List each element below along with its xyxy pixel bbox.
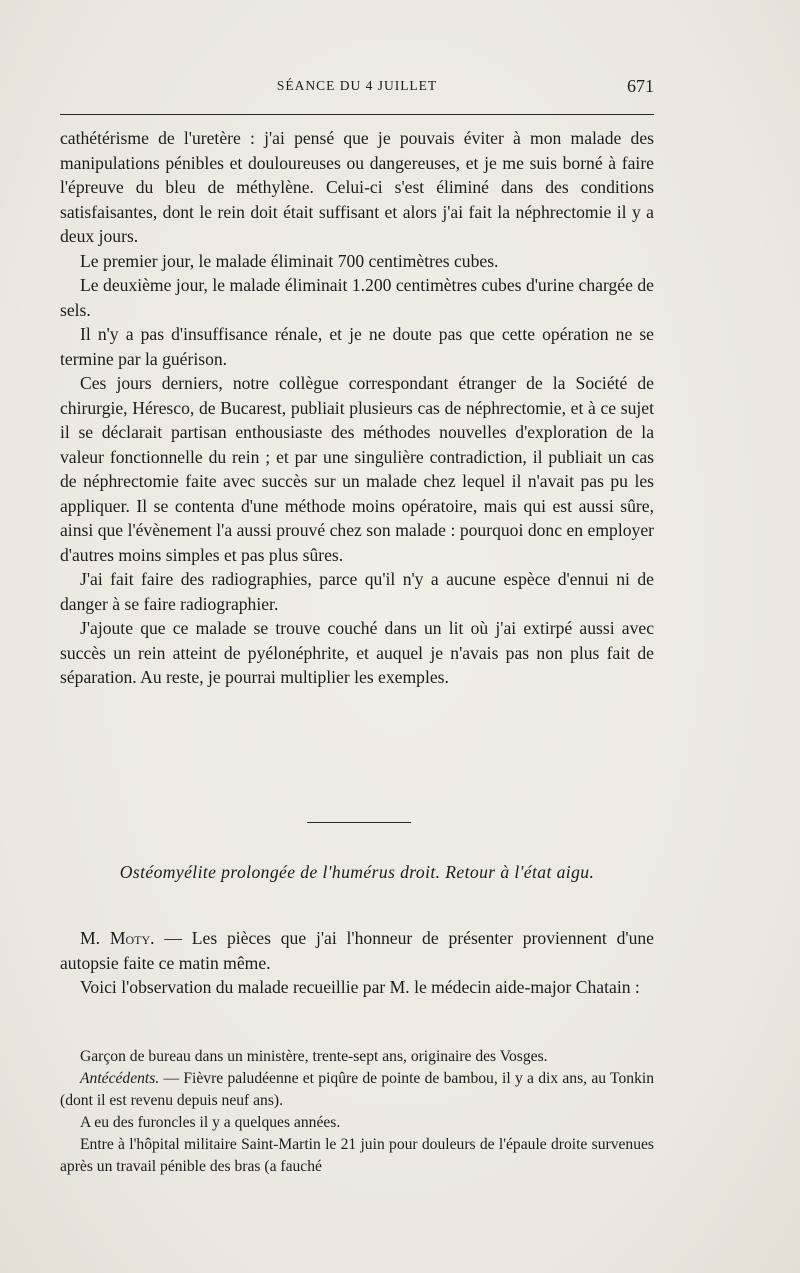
page-header xyxy=(60,76,654,100)
paragraph: A eu des furoncles il y a quelques années. xyxy=(80,1114,341,1131)
section-intro xyxy=(60,926,654,1000)
main-text xyxy=(60,126,654,690)
paragraph xyxy=(60,926,654,975)
paragraph: Garçon de bureau dans un ministère, trente-sept ans, originaire des Vosges. xyxy=(80,1048,548,1065)
section-separator xyxy=(307,822,411,823)
paragraph: Le premier jour, le malade éliminait 700 centimètres cubes. xyxy=(80,250,499,271)
paragraph: Ces jours derniers, notre collègue correspondant étranger de la Société de chirurgie, Héresco, de Bucarest, publiait plusieurs cas de néphrectomie, et à ce sujet il se déclarait partisan enthousiaste des méthodes nouvelles d'exploration de la valeur fonctionnelle du rein ; et par une singulière contradiction, il publiait un cas de néphrectomie faite avec succès sur un malade chez lequel il n'avait pas pu les appliquer. Il se contenta d'une méthode moins opératoire, mais qui est aussi sûre, ainsi que l'évènement l'a aussi prouvé chez son malade : pourquoi donc en employer d'autres moins simples et pas plus sûres. xyxy=(60,373,654,565)
paragraph: J'ajoute que ce malade se trouve couché dans un lit où j'ai extirpé aussi avec succès un rein atteint de pyélonéphrite, et auquel je n'avais pas non plus fait de séparation. Au reste, je pourrai multiplier les exemples. xyxy=(60,618,654,687)
header-rule xyxy=(60,114,654,115)
paragraph: cathétérisme de l'uretère : j'ai pensé que je pouvais éviter à mon malade des manipulations pénibles et douloureuses ou dangereuses, et je me suis borné à faire l'épreuve du bleu de méthylène. Celui-ci s'est éliminé dans des conditions satisfaisantes, dont le rein doit était suffisant et alors j'ai fait la néphrectomie il y a deux jours. xyxy=(60,128,654,246)
paragraph: J'ai fait faire des radiographies, parce qu'il n'y a aucune espèce d'ennui ni de danger à se faire radiographier. xyxy=(60,569,654,614)
paragraph xyxy=(60,1068,654,1112)
antecedents-text: — Fièvre paludéenne et piqûre de pointe de bambou, il y a dix ans, au Tonkin (dont il est revenu depuis neuf ans). xyxy=(60,1070,655,1109)
section-title: Ostéomyélite prolongée de l'humérus droit. Retour à l'état aigu. xyxy=(119,862,595,882)
page-number: 671 xyxy=(627,76,654,96)
speaker-statement: — Les pièces que j'ai l'honneur de présenter proviennent d'une autopsie faite ce matin même. xyxy=(60,928,654,973)
running-head: SÉANCE DU 4 JUILLET xyxy=(276,78,438,93)
paragraph: Le deuxième jour, le malade éliminait 1.200 centimètres cubes d'urine chargée de sels. xyxy=(60,275,654,320)
observation-text xyxy=(60,1046,654,1178)
paragraph: Il n'y a pas d'insuffisance rénale, et je ne doute pas que cette opération ne se termine par la guérison. xyxy=(60,324,654,369)
antecedents-label: Antécédents. xyxy=(80,1070,160,1087)
speaker-name: M. Moty. xyxy=(80,928,155,948)
paragraph: Entre à l'hôpital militaire Saint-Martin le 21 juin pour douleurs de l'épaule droite survenues après un travail pénible des bras (a fauché xyxy=(60,1136,654,1175)
paragraph: Voici l'observation du malade recueillie par M. le médecin aide-major Chatain : xyxy=(80,977,640,997)
